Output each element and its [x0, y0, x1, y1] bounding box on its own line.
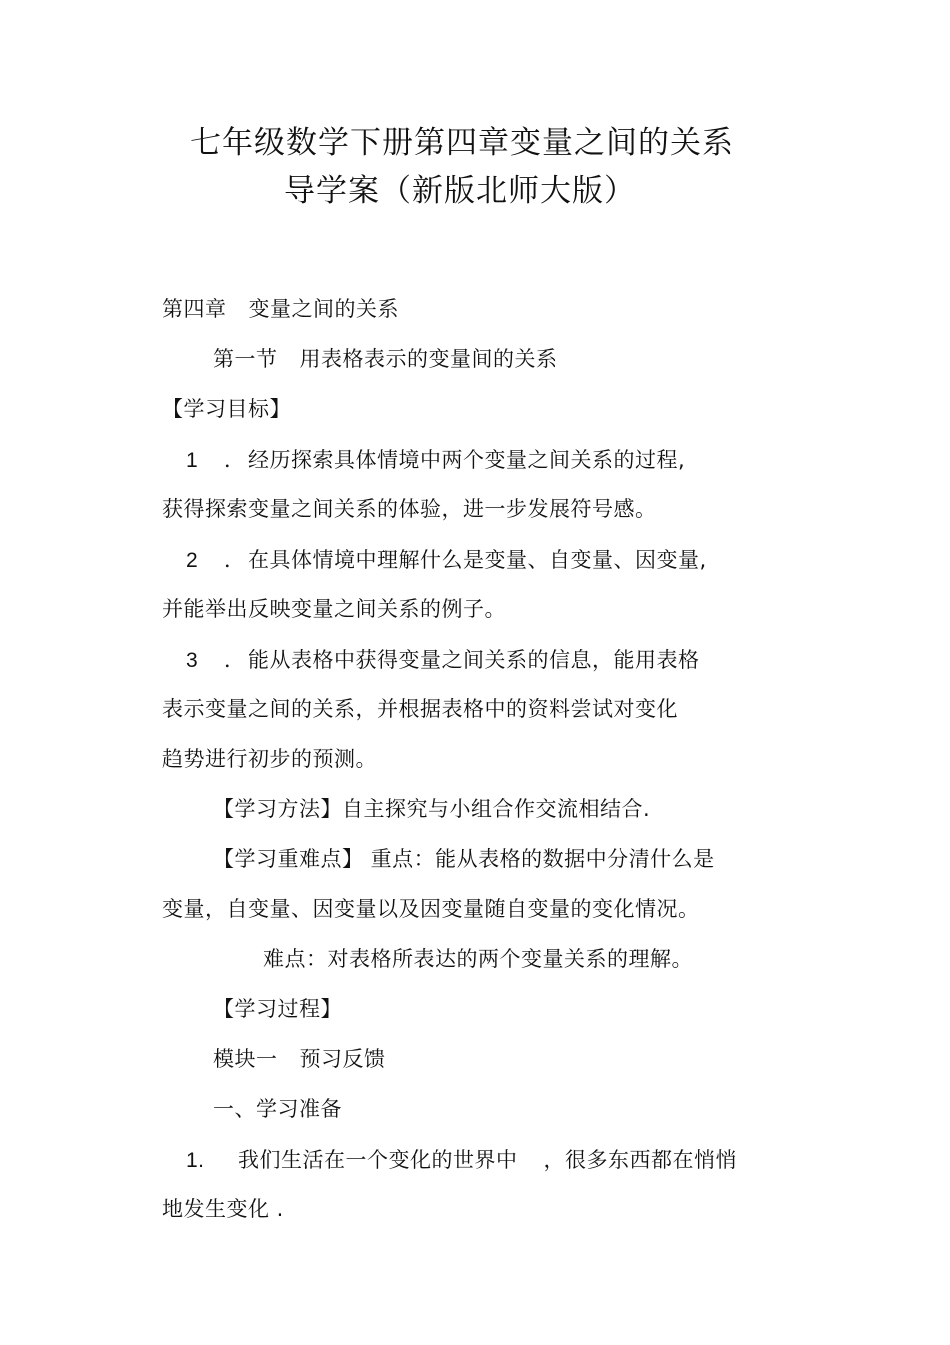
chapter-name: 变量之间的关系 [248, 297, 399, 321]
objective-1-line-1 [186, 450, 685, 471]
section-name: 用表格表示的变量间的关系 [299, 347, 558, 371]
objective-1-dot: ． [224, 448, 246, 472]
objective-3-line-3: 趋势进行初步的预测。 [162, 747, 377, 771]
keypoints-line-1: 【学习重难点】 重点：能从表格的数据中分清什么是 [213, 847, 715, 871]
section-label: 第一节 [213, 347, 278, 371]
objective-3-text: 能从表格中获得变量之间关系的信息，能用表格 [248, 648, 700, 672]
objective-2-line-1 [186, 550, 707, 571]
objective-1-number: 1 [186, 449, 199, 472]
keypoints-line-2: 变量，自变量、因变量以及因变量随自变量的变化情况。 [162, 897, 700, 921]
document-title-line-2: 导学案（新版北师大版） [284, 173, 636, 209]
objective-1-line-2: 获得探索变量之间关系的体验，进一步发展符号感。 [162, 497, 657, 521]
prep-item-1-line-1 [186, 1150, 737, 1171]
module-heading [213, 1049, 386, 1070]
objective-3-number: 3 [186, 649, 199, 672]
objective-2-dot: ． [224, 548, 246, 572]
objective-3-line-1 [186, 650, 700, 671]
objectives-heading: 【学习目标】 [162, 397, 291, 421]
chapter-heading [162, 299, 399, 320]
objective-2-text: 在具体情境中理解什么是变量、自变量、因变量, [248, 548, 707, 572]
module-label: 模块一 [213, 1047, 278, 1071]
section-heading [213, 349, 558, 370]
learning-method: 【学习方法】自主探究与小组合作交流相结合. [213, 797, 651, 821]
objective-2-line-2: 并能举出反映变量之间关系的例子。 [162, 597, 506, 621]
prep-item-1-part-2: ，很多东西都在悄悄 [543, 1148, 737, 1172]
difficulty-line: 难点：对表格所表达的两个变量关系的理解。 [263, 947, 693, 971]
module-name: 预习反馈 [299, 1047, 386, 1071]
document-title-line-1: 七年级数学下册第四章变量之间的关系 [190, 125, 734, 161]
prep-item-1-part-1: 我们生活在一个变化的世界中 [238, 1148, 518, 1172]
objective-3-dot: ． [224, 648, 246, 672]
objective-2-number: 2 [186, 549, 199, 572]
prep-heading: 一、学习准备 [213, 1097, 342, 1121]
prep-item-1-number: 1. [186, 1149, 205, 1172]
objective-1-text: 经历探索具体情境中两个变量之间关系的过程, [248, 448, 686, 472]
process-heading: 【学习过程】 [213, 997, 342, 1021]
chapter-label: 第四章 [162, 297, 227, 321]
prep-item-1-line-2: 地发生变化 . [162, 1197, 284, 1221]
objective-3-line-2: 表示变量之间的关系，并根据表格中的资料尝试对变化 [162, 697, 678, 721]
